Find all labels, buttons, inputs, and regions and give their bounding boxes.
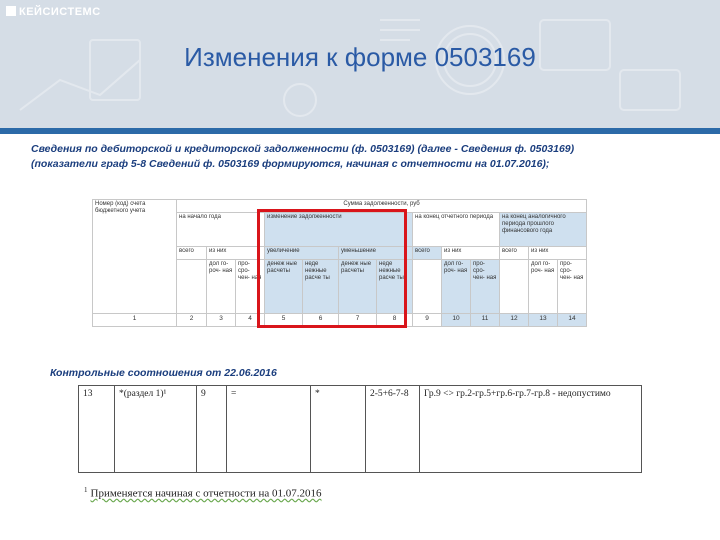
end-period-header: на конец отчетного периода <box>413 213 500 246</box>
control-cell: 9 <box>197 386 227 473</box>
long-term-header: дол го- роч- ная <box>442 260 471 313</box>
control-cell: 2-5+6-7-8 <box>366 386 420 473</box>
end-prev-year-header: на конец аналогичного периода прошлого финансового года <box>500 213 587 246</box>
control-ratios-table <box>78 385 641 473</box>
accent-bar <box>0 128 720 134</box>
non-cash-header: неде нежные расче ты <box>303 260 339 313</box>
overdue-header: про- сро- чен- ная <box>558 260 587 313</box>
description-line-1: Сведения по дебиторской и кредиторской задолженности (ф. 0503169) (далее - Сведения ф. 0503169) <box>31 143 575 155</box>
overdue-header: про- сро- чен- ная <box>236 260 265 313</box>
footnote-text: Применяется начиная с отчетности на 01.07.2016 <box>90 487 322 500</box>
slide-header <box>0 0 720 128</box>
cash-header: денеж ные расчеты <box>339 260 377 313</box>
control-cell: 13 <box>79 386 115 473</box>
total-header: всего <box>413 246 442 259</box>
sum-header: Сумма задолженности, руб <box>177 200 587 213</box>
control-cell: = <box>227 386 311 473</box>
column-number: 10 <box>442 313 471 326</box>
column-number: 3 <box>207 313 236 326</box>
brand-logo <box>6 6 101 18</box>
non-cash-header: неде нежные расче ты <box>377 260 413 313</box>
highlight-frame <box>257 209 407 328</box>
description-line-2: (показатели граф 5-8 Сведений ф. 0503169 формируются, начиная с отчетности на 01.07.2016); <box>31 158 550 170</box>
control-ratios-label: Контрольные соотношения от 22.06.2016 <box>50 367 277 379</box>
long-term-header: дол го- роч- ная <box>529 260 558 313</box>
total-header: всего <box>177 246 207 259</box>
decrease-header: уменьшение <box>339 246 413 259</box>
of-them-header: из них <box>442 246 500 259</box>
footnote <box>84 486 321 500</box>
brand-name: КЕЙСИСТЕМС <box>19 6 101 18</box>
column-number: 11 <box>471 313 500 326</box>
column-number: 4 <box>236 313 265 326</box>
footnote-mark: 1 <box>84 486 88 494</box>
column-number: 5 <box>265 313 303 326</box>
of-them-header: из них <box>207 246 265 259</box>
slide-title: Изменения к форме 0503169 <box>184 42 536 72</box>
change-header: изменение задолженности <box>265 213 413 246</box>
long-term-header: дол го- роч- ная <box>207 260 236 313</box>
column-number: 6 <box>303 313 339 326</box>
account-code-header: Номер (код) счета бюджетного учета <box>93 200 177 314</box>
column-number: 1 <box>93 313 177 326</box>
column-number: 7 <box>339 313 377 326</box>
of-them-header: из них <box>529 246 587 259</box>
start-year-header: на начало года <box>177 213 265 246</box>
column-number: 2 <box>177 313 207 326</box>
column-number: 12 <box>500 313 529 326</box>
column-number: 9 <box>413 313 442 326</box>
column-number: 13 <box>529 313 558 326</box>
control-cell: * <box>311 386 366 473</box>
logo-icon <box>6 6 16 16</box>
control-cell: *(раздел 1)¹ <box>115 386 197 473</box>
overdue-header: про- сро- чен- ная <box>471 260 500 313</box>
column-number: 14 <box>558 313 587 326</box>
cash-header: денеж ные расчеты <box>265 260 303 313</box>
control-cell: Гр.9 <> гр.2-гр.5+гр.6-гр.7-гр.8 - недопустимо <box>420 386 642 473</box>
total-header: всего <box>500 246 529 259</box>
increase-header: увеличение <box>265 246 339 259</box>
column-number: 8 <box>377 313 413 326</box>
